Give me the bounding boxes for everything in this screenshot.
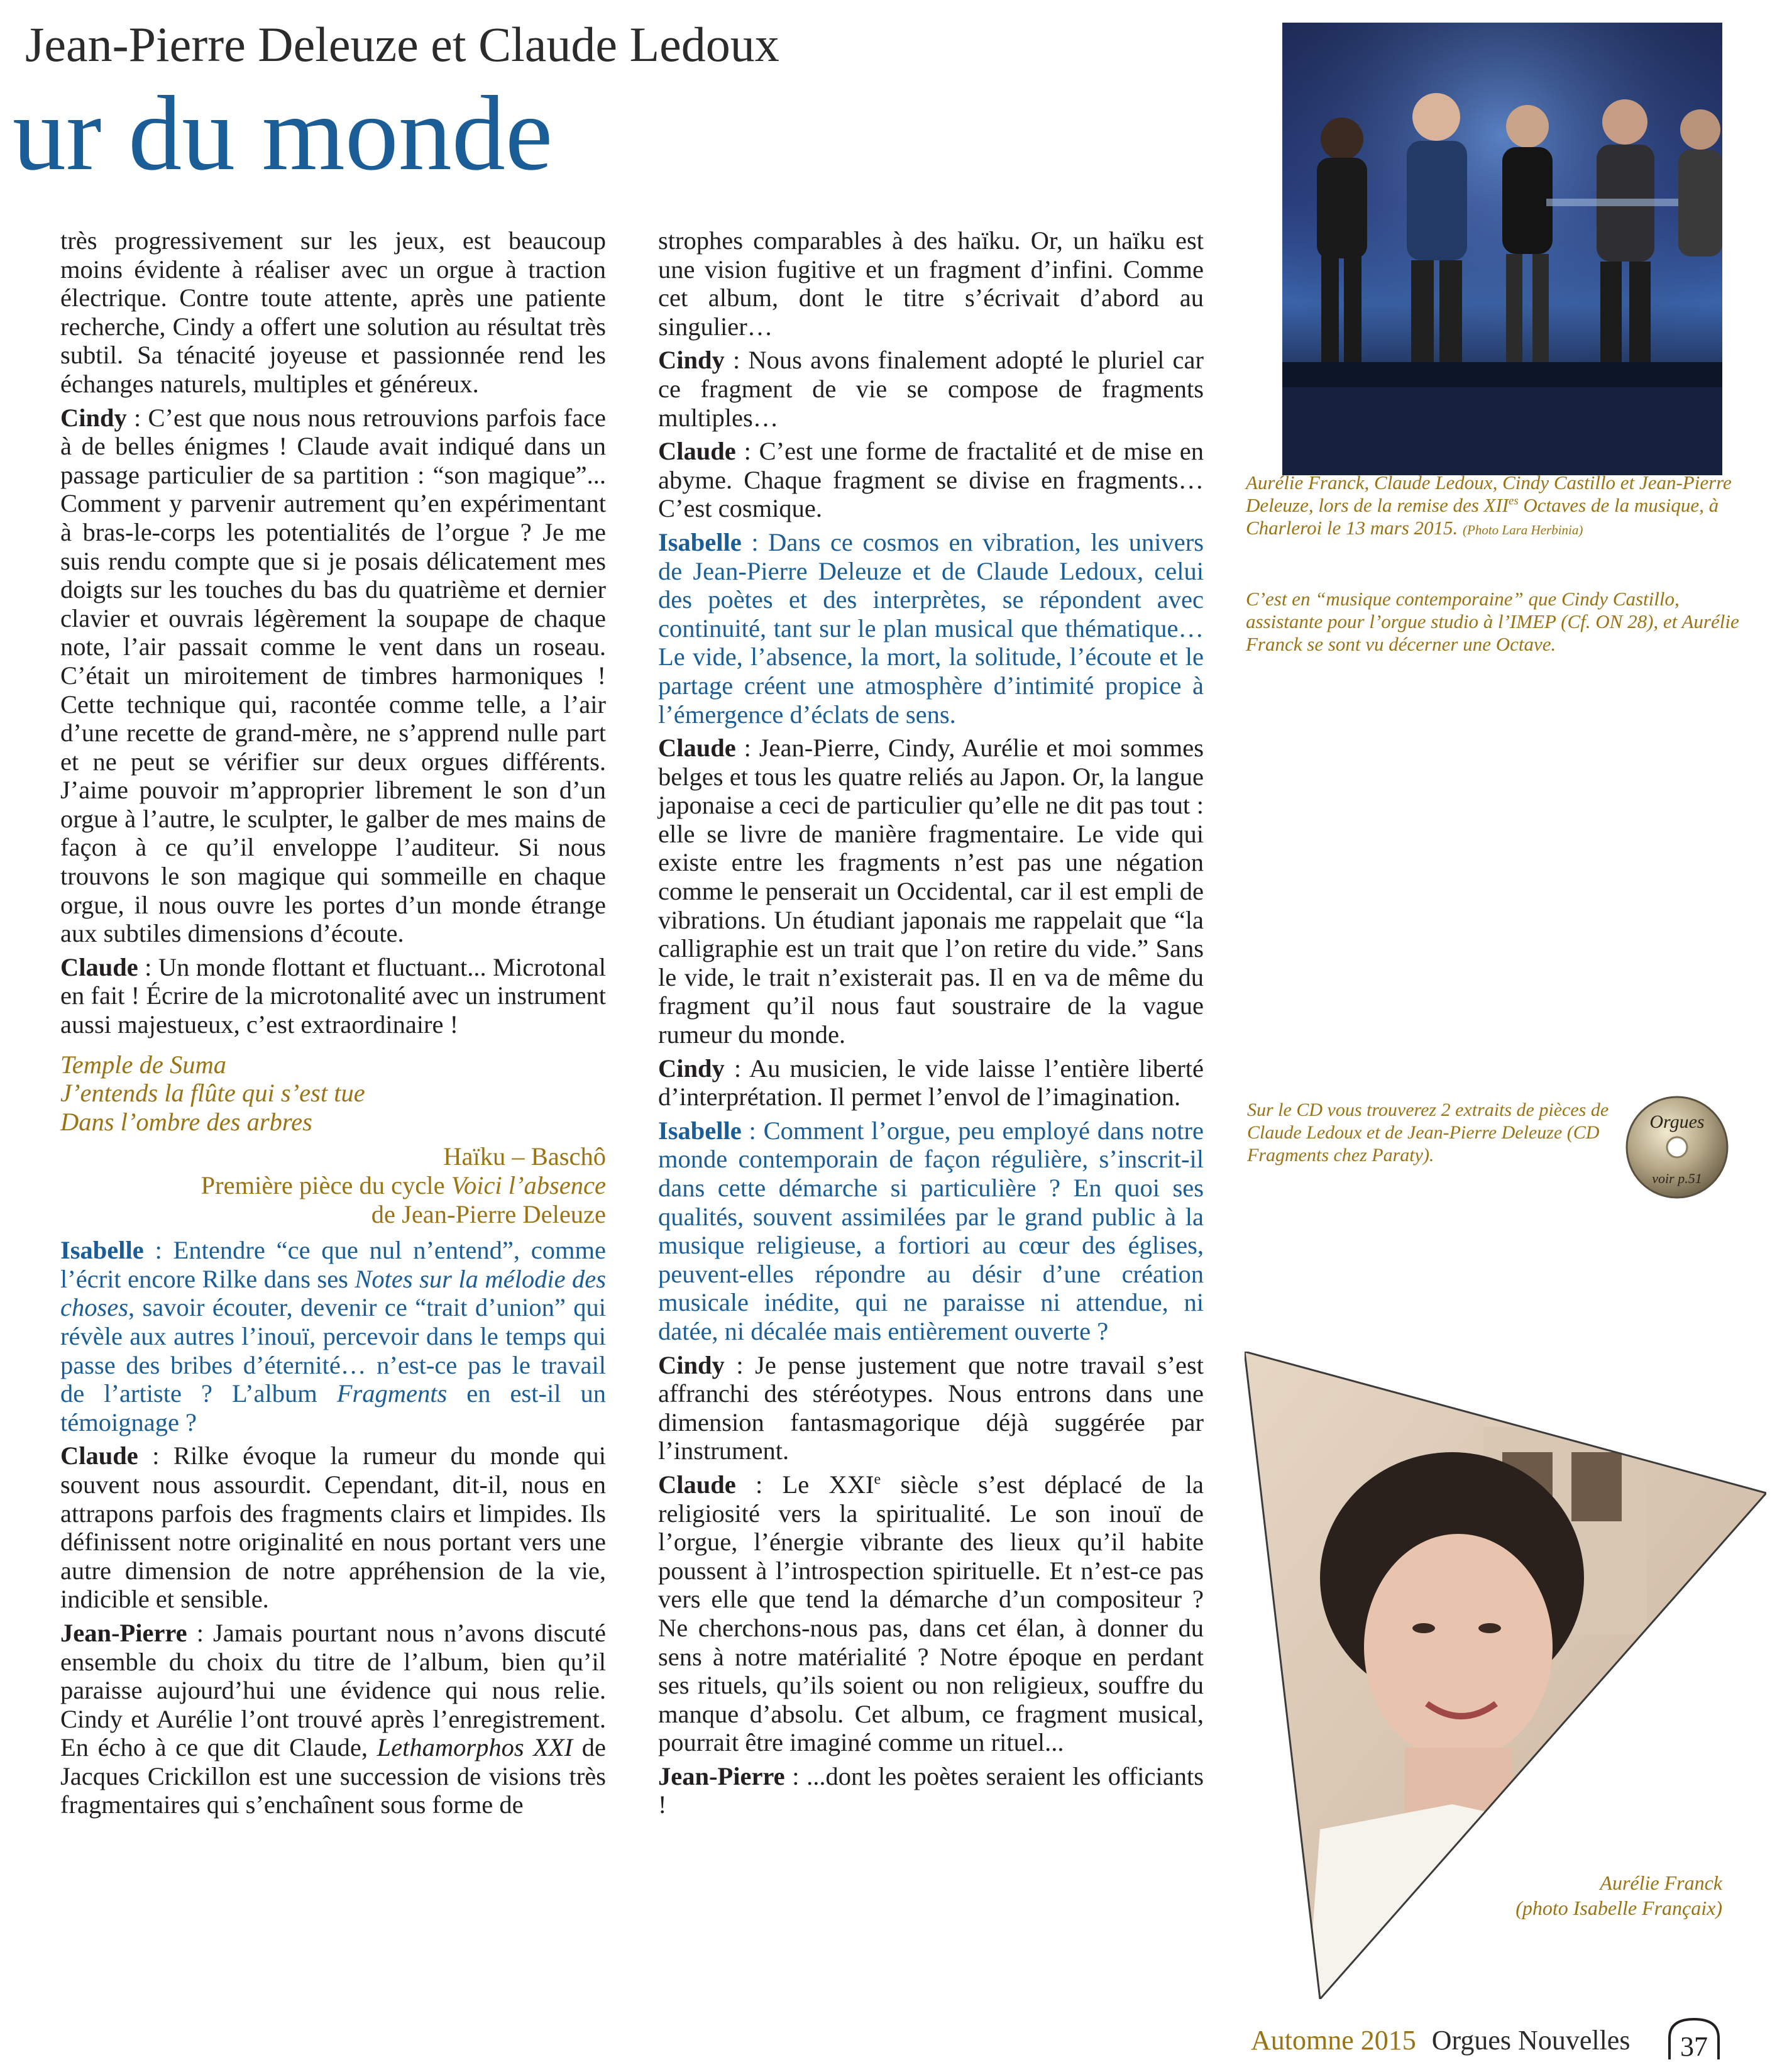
paragraph-text: : Comment l’orgue, peu employé dans notre monde contemporain de façon régulière, s’inscrit-il dans cette démarche si particulière ? En quoi ses qualités, souvent assimilées par le grand public à la musique religieuse, a fortiori au cœur des églises, peuvent-elles répondre au désir d’une création musicale inédite, qui ne paraisse ni attendue, ni datée, ni décalée mais entièrement ouverte ?	[658, 1116, 1204, 1345]
caption-name: Aurélie Franck	[1600, 1871, 1722, 1894]
superscript: e	[874, 1470, 881, 1488]
paragraph-text: : Le XXI	[735, 1470, 874, 1499]
page-number: 37	[1680, 2031, 1708, 2061]
caption-text: Aurélie Franck, Claude Ledoux, Cindy Castillo et Jean-Pierre Deleuze, lors de la remise des XII	[1246, 471, 1732, 516]
paragraph-text: : Nous avons finalement adopté le pluriel car ce fragment de vie se compose de fragments multiples…	[658, 346, 1204, 432]
speaker-label: Jean-Pierre	[658, 1761, 785, 1790]
paragraph	[658, 1054, 1204, 1111]
book-title: Notes sur la mélodie des choses	[60, 1264, 607, 1322]
photo-credit: (photo Isabelle Françaix)	[1515, 1897, 1722, 1919]
article-column-1	[60, 226, 606, 1824]
paragraph	[658, 346, 1204, 432]
haiku-poem	[60, 1050, 606, 1137]
page-number-badge	[1666, 2015, 1722, 2061]
paragraph-text: : Dans ce cosmos en vibration, les univers de Jean-Pierre Deleuze et de Claude Ledoux, celui des poètes et des interprètes, se répondent avec continuité, tant sur le plan musical que thématique… Le vide, l’absence, la mort, la solitude, l’écoute et le partage créent une atmosphère d’intimité propice à l’émergence d’éclats de sens.	[658, 527, 1204, 729]
paragraph	[658, 437, 1204, 523]
paragraph-text: : Je pense justement que notre travail s’est affranchi des stéréotypes. Nous entrons dans une dimension fantasmagorique déjà suggérée par l’instrument.	[658, 1350, 1204, 1465]
paragraph	[658, 1470, 1204, 1757]
header-names: Jean-Pierre Deleuze et Claude Ledoux	[25, 17, 779, 72]
caption-text: Octaves de la musique, à Charleroi le 13 mars 2015.	[1246, 494, 1719, 539]
cd-see-page: voir p.51	[1652, 1171, 1702, 1186]
article-column-2	[658, 226, 1204, 1824]
photo-caption	[1246, 471, 1749, 541]
photo-credit: (Photo Lara Herbinia)	[1463, 522, 1583, 537]
paragraph	[658, 1762, 1204, 1819]
speaker-label: Jean-Pierre	[60, 1618, 187, 1647]
attribution-line: Haïku – Baschô	[443, 1142, 606, 1171]
stage-photo	[1282, 23, 1722, 475]
paragraph	[60, 1441, 606, 1614]
poem-line: Temple de Suma	[60, 1050, 226, 1079]
cd-note: Sur le CD vous trouverez 2 extraits de pièces de Claude Ledoux et de Jean-Pierre Deleuze (CD Fragments chez Paraty).	[1247, 1099, 1609, 1166]
speaker-label: Claude	[60, 952, 138, 981]
photo-caption-note: C’est en “musique contemporaine” que Cindy Castillo, assistante pour l’orgue studio à l’IMEP (Cf. ON 28), et Aurélie Franck se sont vu décerner une Octave.	[1246, 588, 1739, 655]
portrait-caption	[1446, 1870, 1722, 1920]
speaker-label: Claude	[60, 1441, 138, 1470]
paragraph	[658, 734, 1204, 1049]
haiku-attribution	[60, 1142, 606, 1228]
paragraph	[60, 953, 606, 1039]
paragraph-text: : Au musicien, le vide laisse l’entière liberté d’interprétation. Il permet l’envol de l’imagination.	[658, 1054, 1204, 1111]
speaker-label: Isabelle	[658, 527, 742, 556]
paragraph	[658, 1351, 1204, 1465]
poem-line: J’entends la flûte qui s’est tue	[60, 1079, 365, 1108]
page-title: ur du monde	[13, 74, 553, 192]
attribution-work-title: Voici l’absence	[451, 1171, 606, 1199]
speaker-label: Cindy	[658, 1054, 725, 1083]
magazine-name: Orgues Nouvelles	[1431, 2025, 1631, 2056]
speaker-label: Isabelle	[658, 1116, 742, 1145]
paragraph-text: : Rilke évoque la rumeur du monde qui souvent nous assourdit. Cependant, dit-il, nous en attrapons parfois des fragments clairs et limpides. Ils définissent notre originalité en nous portant vers une autre dimension de notre appréhension de la vie, indicible et sensible.	[60, 1441, 606, 1614]
superscript: es	[1509, 494, 1519, 508]
cd-logo-text: Orgues	[1649, 1111, 1705, 1132]
paragraph-text: : Un monde flottant et fluctuant... Microtonal en fait ! Écrire de la microtonalité avec un instrument aussi majestueux, c’est extraordinaire !	[60, 952, 606, 1039]
paragraph	[658, 1116, 1204, 1346]
paragraph: très progressivement sur les jeux, est beaucoup moins évidente à réaliser avec un orgue à traction électrique. Contre toute attente, après une patiente recherche, Cindy a offert une solution au résultat très subtil. Sa ténacité joyeuse et passionnée rend les échanges naturels, multiples et généreux.	[60, 226, 606, 398]
stage-photo-illustration	[1282, 23, 1722, 475]
attribution-line: Première pièce du cycle	[201, 1171, 451, 1199]
paragraph-text: : C’est que nous nous retrouvions parfois face à de belles énigmes ! Claude avait indiqué dans un passage particulier de sa partition : “son magique”... Comment y parvenir autrement qu’en expérimentant à bras-le-corps les potentialités de l’orgue ? Je me suis rendu compte que si je posais délicatement mes doigts sur les touches du bas du quatrième et dernier clavier et ouvrais légèrement la soupape de chaque note, l’air passait comme le vent dans un roseau. C’était un miroitement de timbres harmoniques ! Cette technique qui, racontée comme telle, a l’air d’une recette de grand-mère, ne s’apprend nulle part et ne peut se vérifier sur deux orgues différents. J’aime pouvoir m’approprier librement le son d’un orgue à l’autre, le sculpter, le galber de mes mains de façon à ce qu’il enveloppe l’auditeur. Si nous trouvons le son magique qui sommeille en chaque orgue, il nous ouvre les portes d’un monde étrange aux subtiles dimensions d’écoute.	[60, 403, 606, 948]
speaker-label: Isabelle	[60, 1236, 144, 1265]
cd-disc-icon	[1625, 1095, 1729, 1199]
paragraph-text: siècle s’est déplacé de la religiosité vers la spiritualité. Le son inouï de l’orgue, l’énergie vibrante des lieux qu’il habite poussent à l’introspection spirituelle. Et n’est-ce pas vers elle que tend la démarche d’un compositeur ? Ne cherchons-nous pas, dans cet élan, à donner du sens à notre matérialité ? Notre époque en perdant ses rituels, qu’ils soient ou non religieux, souffre du manque d’absolu. Cet album, ce fragment musical, pourrait être imaginé comme un rituel...	[658, 1470, 1204, 1757]
paragraph	[60, 404, 606, 948]
paragraph-text: : ...dont les poètes seraient les officiants !	[658, 1761, 1204, 1819]
cd-icon	[1625, 1095, 1729, 1199]
work-title: Lethamorphos XXI	[377, 1733, 573, 1762]
speaker-label: Cindy	[60, 403, 127, 432]
speaker-label: Cindy	[658, 1350, 725, 1379]
issue-season: Automne 2015	[1251, 2025, 1416, 2056]
paragraph-text: : C’est une forme de fractalité et de mise en abyme. Chaque fragment se divise en fragments… C’est cosmique.	[658, 437, 1204, 523]
paragraph: strophes comparables à des haïku. Or, un haïku est une vision fugitive et un fragment d’infini. Comme cet album, dont le titre s’écrivait d’abord au singulier…	[658, 226, 1204, 341]
paragraph-text: en est-il un témoignage ?	[60, 1379, 606, 1436]
paragraph	[60, 1619, 606, 1819]
attribution-line: de Jean-Pierre Deleuze	[371, 1199, 606, 1228]
paragraph	[658, 528, 1204, 729]
paragraph-text: : Jean-Pierre, Cindy, Aurélie et moi sommes belges et tous les quatre reliés au Japon. Or, la langue japonaise a ceci de particulier qu’elle ne dit pas tout : elle se livre de manière fragmentaire. Le vide qui existe entre les fragments n’est pas une négation comme le penserait un Occidental, car il est empli de vibrations. Un étudiant japonais me rappelait que “la calligraphie est un trait que l’on retire du vide.” Sans le vide, le trait n’existerait pas. Il en va de même du fragment qu’il nous faut soustraire de la vague rumeur du monde.	[658, 734, 1204, 1049]
poem-line: Dans l’ombre des arbres	[60, 1107, 312, 1136]
paragraph-text: de Jacques Crickillon est une succession de visions très fragmentaires qui s’enchaînent sous forme de	[60, 1733, 606, 1819]
album-title: Fragments	[336, 1379, 448, 1408]
speaker-label: Claude	[658, 437, 736, 466]
paragraph	[60, 1236, 606, 1436]
speaker-label: Claude	[658, 1470, 736, 1499]
paragraph-text: : Jamais pourtant nous n’avons discuté ensemble du choix du titre de l’album, bien qu’il paraisse aujourd’hui une évidence qui nous relie. Cindy et Aurélie l’ont trouvé après l’enregistrement. En écho à ce que dit Claude,	[60, 1618, 606, 1762]
paragraph-text: : Entendre “ce que nul n’entend”, comme l’écrit encore Rilke dans ses	[60, 1236, 606, 1293]
speaker-label: Claude	[658, 734, 736, 763]
page-footer	[1251, 2023, 1729, 2061]
paragraph-text: , savoir écouter, devenir ce “trait d’union” qui révèle aux autres l’inouï, percevoir dans le temps qui passe des bribes d’éternité… n’est-ce pas le travail de l’artiste ? L’album	[60, 1293, 606, 1408]
speaker-label: Cindy	[658, 346, 725, 375]
